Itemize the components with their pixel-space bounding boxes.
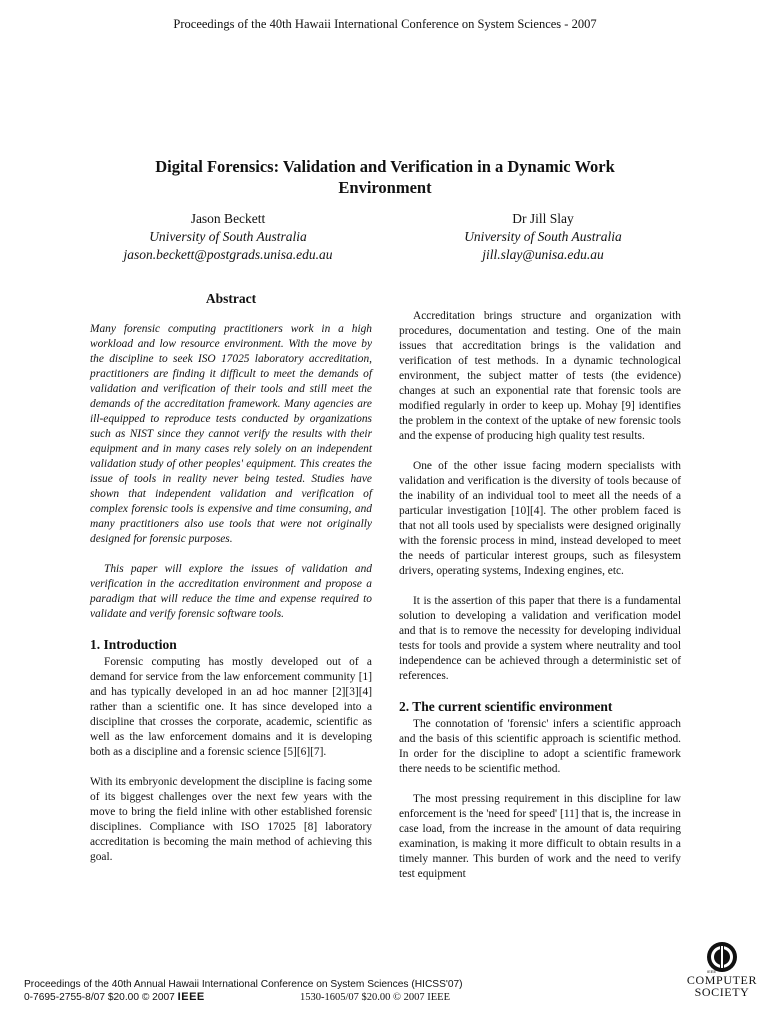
abstract: [90, 322, 372, 622]
body-paragraph: It is the assertion of this paper that there is a fundamental solution to developing a validation and verification model and that is to remove the necessity for developing individual tests for tools and provide a system where neutrality and tool independence can be achieved through a deterministic set of references.: [399, 595, 681, 682]
ieee-computer-society-logo-icon: [704, 940, 740, 974]
author-affiliation: University of South Australia: [464, 229, 622, 244]
author-block-1: [78, 210, 378, 264]
body-paragraph: Forensic computing has mostly developed out of a demand for service from the law enforcement community [1] and has typically developed in an ad hoc manner [2][3][4] rather than a scientific one. It has since developed into a discipline that crosses the corporate, academic, scientific as well as the law enforcement domains and it is developing both as a discipline and a forensic science [5][6][7].: [90, 656, 372, 758]
paper-title: [90, 156, 680, 198]
section-heading-scientific-environment: 2. The current scientific environment: [399, 699, 613, 714]
author-email: jason.beckett@postgrads.unisa.edu.au: [123, 247, 333, 262]
author-affiliation: University of South Australia: [149, 229, 307, 244]
running-header: Proceedings of the 40th Hawaii International Conference on System Sciences - 2007: [173, 17, 597, 31]
body-paragraph: The most pressing requirement in this discipline for law enforcement is the 'need for speed' [11] that is, the increase in case load, from the increase in the amount of data requiring examination, is making it more difficult to obtain results in a timely manner. This burden of work and the need to verify test equipment: [399, 793, 681, 880]
ieee-wordmark: IEEE: [177, 991, 205, 1003]
logo-line-1: COMPUTER: [686, 973, 758, 987]
author-block-2: [393, 210, 693, 264]
body-paragraph: Accreditation brings structure and organization with procedures, documentation and testing. One of the main issues that accreditation brings is the validation and verification of test methods. In a dynamic technological environment, the subject matter of tests (the evidence) changes at such an exponential rate that forensic tools are modified regularly in order to keep up. Mohay [9] identifies the problem in the context of the uptake of new forensic tools and the expense of producing high quality test results.: [399, 310, 681, 442]
abstract-paragraph: Many forensic computing practitioners work in a high workload and low resource environment. With the move by the discipline to seek ISO 17025 laboratory accreditation, practitioners are finding it difficult to meet the demands of validation and verification of their tools and still meet the demands of the accreditation framework. Many agencies are ill-equipped to reproduce tests conducted by organizations such as NIST since they cannot verify the results with their equipment and in many cases rely solely on an independent validation study of other peoples' equipment. This creates the issue of tools in reality never being tested. Studies have shown that independent validation and verification of complex forensic tools is expensive and time consuming, and many practitioners also use tools that were not originally designed for forensic purposes.: [90, 323, 372, 545]
author-email: jill.slay@unisa.edu.au: [482, 247, 604, 262]
body-paragraph: The connotation of 'forensic' infers a scientific approach and the basis of this scientific approach is scientific method. In order for the discipline to adopt a scientific framework there needs to be scientific method.: [399, 718, 681, 775]
body-paragraph: One of the other issue facing modern specialists with validation and verification is the diversity of tools because of the inability of an individual tool to meet all the needs of a particular investigation [10][4]. The other problem faced is that not all tools used by specialists were designed originally with the forensic process in mind, instead developed to meet the needs of particular interest groups, such as filesystem drivers, operating systems, Indexing engines, etc.: [399, 460, 681, 577]
right-column: [399, 309, 681, 897]
body-paragraph: With its embryonic development the discipline is facing some of its biggest challenges over the next few years with the move to bring the field inline with other established forensic disciplines. Compliance with ISO 17025 [8] laboratory accreditation is becoming the main method of achieving this goal.: [90, 776, 372, 863]
computer-society-logo: [682, 940, 762, 998]
author-name: Jason Beckett: [190, 211, 266, 226]
footer-isbn: 0-7695-2755-8/07 $20.00 © 2007: [24, 992, 175, 1003]
section-heading-introduction: 1. Introduction: [90, 637, 177, 652]
title-line-1: Digital Forensics: Validation and Verification in a Dynamic Work: [155, 157, 615, 176]
logo-small-text: IEEE: [707, 969, 717, 974]
footer-issn: 1530-1605/07 $20.00 © 2007 IEEE: [300, 992, 451, 1003]
author-name: Dr Jill Slay: [512, 211, 574, 226]
left-column: [90, 291, 372, 880]
abstract-paragraph: This paper will explore the issues of validation and verification in the accreditation environment and propose a paradigm that will reduce the time and expense required to validate and verify forensic software tools.: [90, 563, 372, 620]
abstract-heading: Abstract: [205, 291, 257, 306]
title-line-2: Environment: [338, 178, 432, 197]
logo-line-2: SOCIETY: [694, 985, 750, 999]
footer-line-1: Proceedings of the 40th Annual Hawaii International Conference on System Sciences (HICSS'07): [24, 979, 463, 990]
